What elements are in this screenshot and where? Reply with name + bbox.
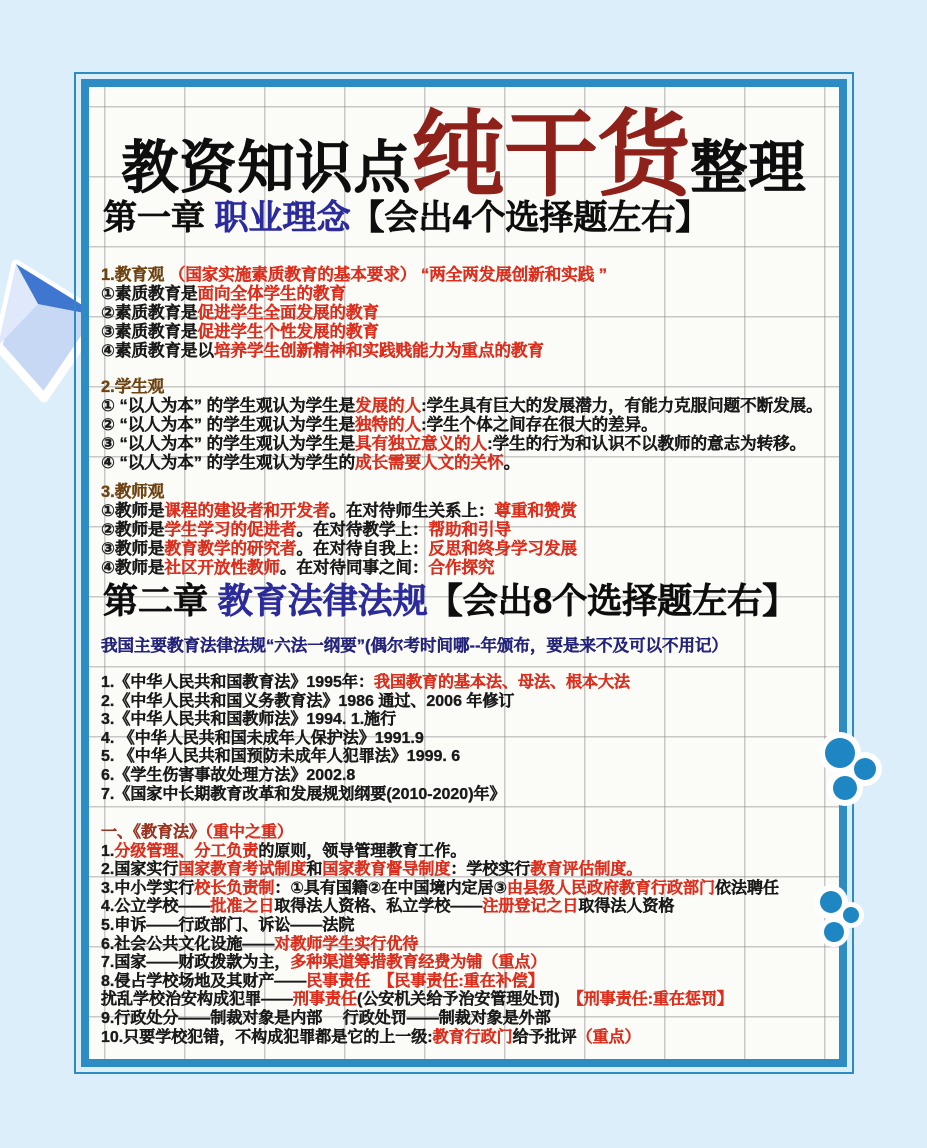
text-line: [101, 898, 779, 917]
text-segment: 4.公立学校——: [101, 898, 211, 916]
education-law-section: [101, 824, 779, 1047]
text-segment: 3.《中华人民共和国教师法》1994. 1.施行: [101, 711, 397, 729]
text-segment: 7.《国家中长期教育改革和发展规划纲要(2010-2020)年》: [101, 785, 506, 803]
text-segment: :学生的行为和认识不以教师的意志为转移。: [487, 435, 807, 453]
text-segment: 校长负责制: [194, 879, 275, 897]
text-segment: 教资知识点: [121, 136, 412, 200]
text-line: [101, 843, 779, 862]
chapter-1-heading: [103, 199, 709, 237]
text-segment: 6.社会公共文化设施——: [101, 935, 275, 953]
text-segment: 1.: [101, 842, 115, 860]
chapter-2-heading: [103, 583, 797, 621]
text-line: [101, 454, 823, 473]
text-segment: :学生具有巨大的发展潜力，有能力克服问题不断发展。: [421, 397, 823, 415]
text-segment: 民事责任: [306, 972, 371, 990]
text-segment: (公安机关给予治安管理处罚): [357, 991, 560, 1009]
text-segment: 1.《中华人民共和国教育法》1995年：: [101, 674, 374, 691]
text-segment: ④教师是: [101, 559, 165, 577]
text-segment: 教育评估制度。: [530, 861, 643, 879]
text-segment: ③教师是: [101, 540, 165, 558]
text-line: [101, 711, 630, 730]
notes-card-frame: [74, 72, 854, 1074]
text-segment: :学生个体之间存在很大的差异。: [421, 416, 658, 434]
text-line: [101, 483, 577, 502]
text-segment: 纯干货: [411, 103, 691, 207]
text-segment: ：①具有国籍②在中国境内定居③: [274, 879, 508, 897]
text-line: [101, 304, 607, 323]
text-line: [101, 917, 779, 936]
text-line: [101, 266, 607, 285]
text-line: [101, 435, 823, 454]
notes-card: [81, 79, 847, 1067]
text-segment: 。在对待自我上：: [296, 540, 429, 558]
text-line: [101, 786, 630, 805]
text-line: [101, 824, 779, 843]
text-segment: 多种渠道筹措教育经费为铺（重点）: [290, 954, 547, 972]
section-teacher-view: [101, 483, 577, 578]
text-line: [101, 342, 607, 361]
text-line: [101, 730, 630, 749]
text-line: [101, 637, 728, 656]
text-line: [101, 880, 779, 899]
text-segment: 尊重和赞赏: [494, 502, 577, 520]
text-segment: 2.国家实行: [101, 861, 179, 879]
text-segment: ①教师是: [101, 502, 165, 520]
text-segment: 教育法律法规: [217, 582, 428, 621]
text-segment: 依法聘任: [715, 879, 780, 897]
text-line: [101, 748, 630, 767]
text-segment: 帮助和引导: [428, 521, 511, 539]
text-segment: 。: [503, 454, 521, 472]
text-segment: 3.中小学实行: [101, 879, 195, 897]
text-segment: 一、《教育法》: [101, 824, 206, 841]
text-segment: 独特的人: [355, 416, 422, 434]
text-segment: ：学校实行: [450, 861, 531, 879]
text-line: [101, 991, 779, 1010]
text-segment: 。在对待师生关系上：: [329, 502, 495, 520]
text-segment: 我国教育的基本法、母法、根本大法: [373, 674, 630, 691]
text-segment: ②教师是: [101, 521, 165, 539]
text-segment: 。在对待教学上：: [296, 521, 429, 539]
text-segment: 2.学生观: [101, 378, 165, 396]
text-segment: 【会出8个选择题左右】: [427, 582, 798, 621]
text-segment: 发展的人: [355, 397, 422, 415]
text-segment: 。在对待同事之间：: [279, 559, 429, 577]
text-segment: 课程的建设者和开发者: [164, 502, 330, 520]
text-segment: 3.教师观: [101, 483, 165, 501]
text-line: [101, 416, 823, 435]
text-segment: ① “以人为本” 的学生观认为学生是: [101, 397, 356, 415]
text-segment: 扰乱学校治安构成犯罪——: [101, 991, 294, 1009]
text-segment: ①素质教育是: [101, 285, 198, 303]
text-line: [101, 559, 577, 578]
text-segment: 1.教育观: [101, 266, 169, 284]
text-segment: 7.国家——财政拨款为主，: [101, 954, 291, 972]
text-line: [101, 693, 630, 712]
text-segment: 职业理念: [214, 199, 351, 237]
text-segment: 分级管理、分工负责: [114, 842, 259, 860]
text-line: [101, 861, 779, 880]
text-segment: （国家实施素质教育的基本要求）: [168, 266, 417, 284]
text-segment: 10.只要学校犯错，不构成犯罪都是它的上一级:: [101, 1028, 433, 1046]
text-segment: 【会出4个选择题左右】: [350, 199, 710, 237]
section-student-view: [101, 378, 823, 473]
text-segment: 9.行政处分——制裁对象是内部 行政处罚——制裁对象是外部: [101, 1009, 551, 1027]
text-segment: 取得法人资格: [578, 898, 675, 916]
section-education-view: [101, 266, 607, 361]
text-segment: 取得法人资格、私立学校——: [274, 898, 483, 916]
text-segment: 注册登记之日: [482, 898, 579, 916]
text-segment: 和: [306, 861, 323, 879]
text-segment: 国家教育督导制度: [322, 861, 451, 879]
text-segment: 刑事责任: [293, 991, 358, 1009]
text-segment: 促进学生个性发展的教育: [197, 323, 379, 341]
page-title: [89, 103, 839, 207]
text-segment: 面向全体学生的教育: [197, 285, 346, 303]
text-line: [101, 397, 823, 416]
text-line: [101, 954, 779, 973]
text-line: [101, 378, 823, 397]
text-segment: ④ “以人为本” 的学生观认为学生的: [101, 454, 356, 472]
text-segment: 5.申诉——行政部门、诉讼——法院: [101, 916, 355, 934]
text-segment: 教育教学的研究者: [164, 540, 297, 558]
text-segment: 整理: [690, 136, 807, 200]
text-line: [101, 521, 577, 540]
text-segment: “两全两发展创新和实践 ”: [416, 266, 608, 284]
text-segment: 培养学生创新精神和实践贱能力为重点的教育: [213, 342, 544, 360]
text-segment: 具有独立意义的人: [355, 435, 488, 453]
chapter-2-note: [101, 637, 728, 656]
text-line: [101, 767, 630, 786]
text-line: [101, 323, 607, 342]
text-segment: 由县级人民政府教育行政部门: [507, 879, 716, 897]
text-segment: 5. 《中华人民共和国预防未成年人犯罪法》1999. 6: [101, 748, 461, 766]
text-segment: 第二章: [103, 582, 218, 621]
text-segment: 6.《学生伤害事故处理方法》2002.8: [101, 766, 356, 784]
text-segment: ④素质教育是以: [101, 342, 214, 360]
text-segment: 教育行政门: [432, 1028, 513, 1046]
text-line: [101, 936, 779, 955]
text-segment: 学生学习的促进者: [164, 521, 297, 539]
text-segment: （重点）: [576, 1028, 641, 1046]
text-segment: 8.侵占学校场地及其财产——: [101, 972, 307, 990]
text-segment: 【刑事责任:重在惩罚】: [559, 991, 734, 1009]
text-segment: ③素质教育是: [101, 323, 198, 341]
text-segment: 【民事责任:重在补偿】: [370, 972, 544, 990]
text-segment: 批准之日: [210, 898, 275, 916]
text-segment: 的原则，领导管理教育工作。: [258, 842, 467, 860]
text-line: [101, 973, 779, 992]
text-segment: 2.《中华人民共和国义务教育法》1986 通过、2006 年修订: [101, 692, 515, 710]
text-segment: 国家教育考试制度: [178, 861, 307, 879]
text-segment: 社区开放性教师: [164, 559, 280, 577]
text-line: [101, 285, 607, 304]
text-segment: ② “以人为本” 的学生观认为学生是: [101, 416, 356, 434]
text-segment: （重中之重）: [205, 824, 294, 841]
text-segment: 成长需要人文的关怀: [355, 454, 504, 472]
text-segment: ②素质教育是: [101, 304, 198, 322]
laws-list: [101, 674, 630, 804]
text-segment: 合作探究: [428, 559, 495, 577]
text-line: [101, 1010, 779, 1029]
text-segment: 第一章: [103, 199, 215, 237]
text-line: [101, 540, 577, 559]
text-segment: 反思和终身学习发展: [428, 540, 577, 558]
text-segment: ③ “以人为本” 的学生观认为学生是: [101, 435, 356, 453]
text-segment: 促进学生全面发展的教育: [197, 304, 379, 322]
text-segment: 我国主要教育法律法规“六法一纲要”(偶尔考时间哪--年颁布，要是来不及可以不用记）: [101, 637, 728, 655]
text-segment: 对教师学生实行优待: [274, 935, 419, 953]
text-line: [101, 1029, 779, 1048]
text-segment: 4. 《中华人民共和国未成年人保护法》1991.9: [101, 729, 424, 747]
text-line: [101, 502, 577, 521]
text-segment: 给予批评: [512, 1028, 577, 1046]
text-line: [101, 674, 630, 693]
